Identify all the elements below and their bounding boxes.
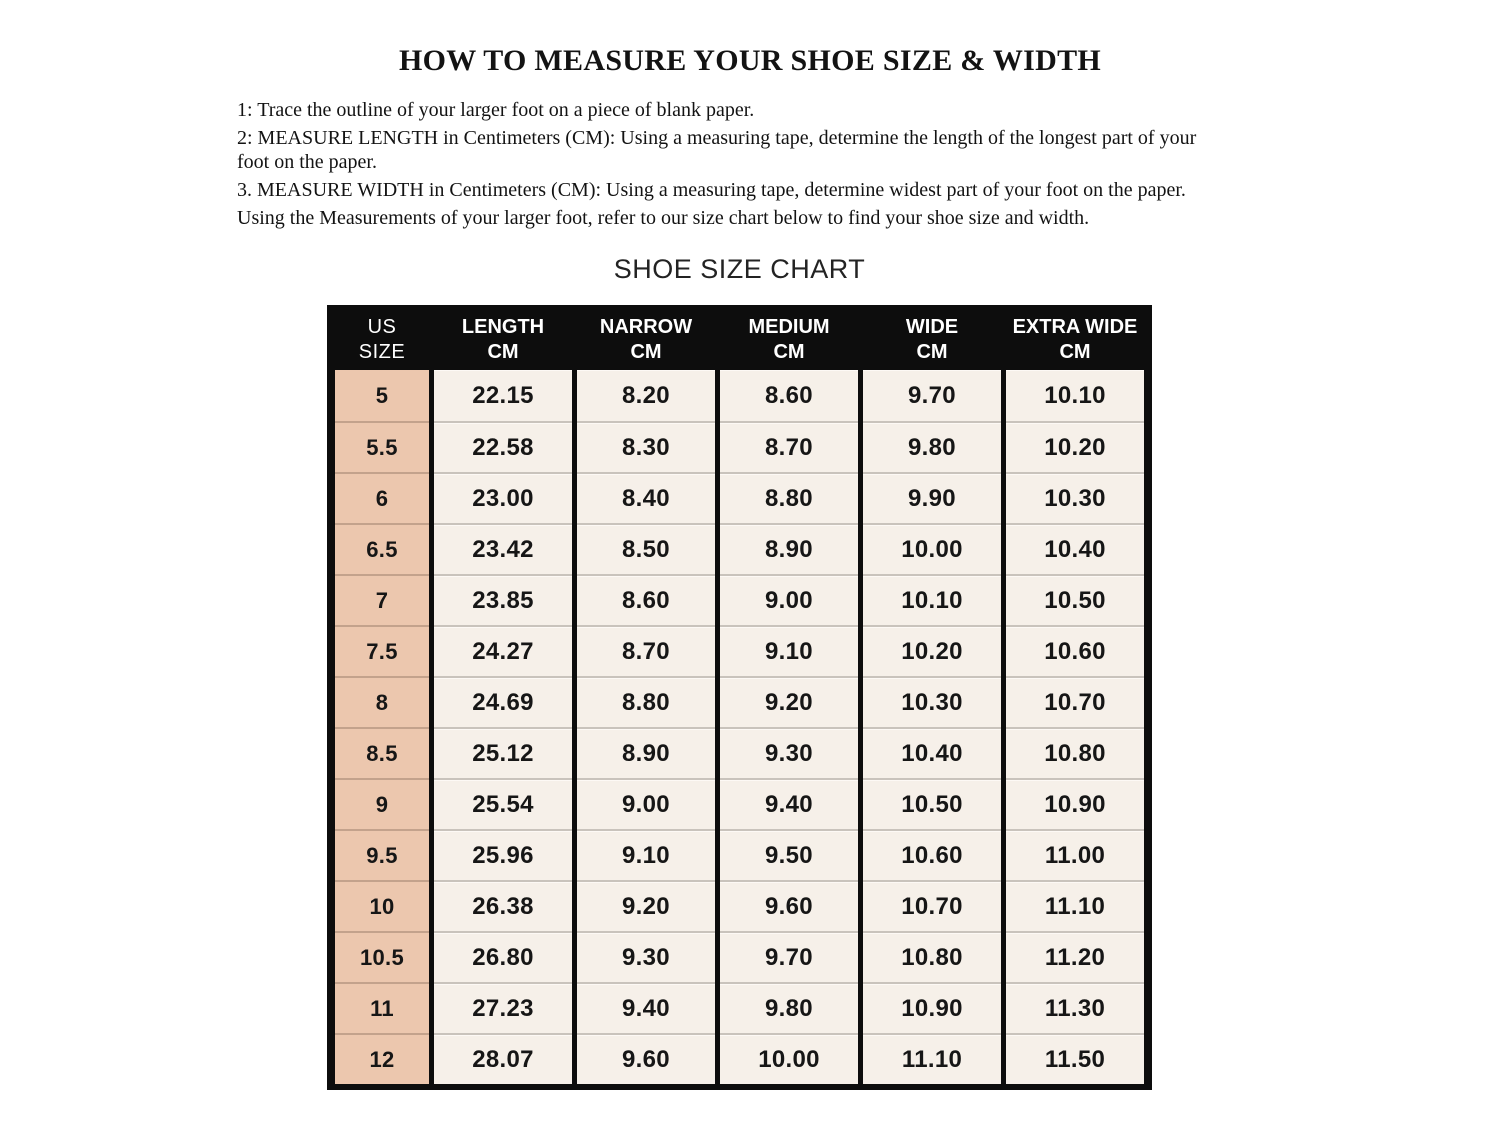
length_cm-cell: 23.00 [434,472,572,523]
size-row [335,523,1144,574]
size-row [335,931,1144,982]
column-header-label: US [367,316,397,338]
extra_wide_cm-cell: 10.10 [1006,370,1144,421]
medium_cm-cell: 9.00 [720,574,858,625]
wide_cm-cell: 10.30 [863,676,1001,727]
extra_wide_cm-cell: 10.70 [1006,676,1144,727]
medium_cm-cell: 8.90 [720,523,858,574]
wide_cm-cell: 10.10 [863,574,1001,625]
narrow_cm-cell: 8.70 [577,625,715,676]
narrow_cm-cell: 8.50 [577,523,715,574]
column-header-unit: CM [916,341,948,363]
extra_wide_cm-cell: 11.00 [1006,829,1144,880]
size-row [335,625,1144,676]
wide_cm-cell: 10.50 [863,778,1001,829]
us_size-cell: 9.5 [335,829,429,880]
wide_cm-cell: 9.70 [863,370,1001,421]
column-header-unit: SIZE [358,341,406,363]
extra_wide_cm-cell: 11.10 [1006,880,1144,931]
us_size-cell: 6.5 [335,523,429,574]
length_cm-cell: 23.85 [434,574,572,625]
header-row [335,308,1144,370]
us_size-cell: 12 [335,1033,429,1084]
column-header-length_cm [434,308,572,370]
us_size-cell: 5 [335,370,429,421]
column-header-narrow_cm [577,308,715,370]
page-title: HOW TO MEASURE YOUR SHOE SIZE & WIDTH [398,44,1102,77]
size-row [335,676,1144,727]
extra_wide_cm-cell: 10.60 [1006,625,1144,676]
size-row [335,574,1144,625]
narrow_cm-cell: 9.10 [577,829,715,880]
wide_cm-cell: 10.20 [863,625,1001,676]
narrow_cm-cell: 9.00 [577,778,715,829]
column-header-unit: CM [773,341,805,363]
us_size-cell: 8 [335,676,429,727]
medium_cm-cell: 9.60 [720,880,858,931]
size-row [335,727,1144,778]
column-header-medium_cm [720,308,858,370]
length_cm-cell: 26.80 [434,931,572,982]
wide_cm-cell: 9.80 [863,421,1001,472]
extra_wide_cm-cell: 10.50 [1006,574,1144,625]
chart-heading: SHOE SIZE CHART [613,254,866,284]
size-row [335,778,1144,829]
instruction-step-2: 2: MEASURE LENGTH in Centimeters (CM): Using a measuring tape, determine the length of the longest part of your foot on the paper. [237,127,1197,173]
column-header-label: MEDIUM [748,316,830,338]
column-header-unit: CM [487,341,519,363]
size-row [335,880,1144,931]
narrow_cm-cell: 8.20 [577,370,715,421]
column-header-wide_cm [863,308,1001,370]
length_cm-cell: 25.96 [434,829,572,880]
wide_cm-cell: 10.60 [863,829,1001,880]
medium_cm-cell: 8.60 [720,370,858,421]
us_size-cell: 10.5 [335,931,429,982]
medium_cm-cell: 9.50 [720,829,858,880]
narrow_cm-cell: 9.30 [577,931,715,982]
instruction-step-1: 1: Trace the outline of your larger foot on a piece of blank paper. [237,99,755,121]
medium_cm-cell: 9.20 [720,676,858,727]
column-header-us_size [335,308,429,370]
narrow_cm-cell: 8.80 [577,676,715,727]
size-row [335,370,1144,421]
length_cm-cell: 25.12 [434,727,572,778]
wide_cm-cell: 11.10 [863,1033,1001,1084]
medium_cm-cell: 8.80 [720,472,858,523]
extra_wide_cm-cell: 10.80 [1006,727,1144,778]
wide_cm-cell: 10.90 [863,982,1001,1033]
us_size-cell: 7.5 [335,625,429,676]
length_cm-cell: 25.54 [434,778,572,829]
narrow_cm-cell: 9.60 [577,1033,715,1084]
us_size-cell: 5.5 [335,421,429,472]
us_size-cell: 9 [335,778,429,829]
column-header-label: LENGTH [461,316,545,338]
size-row [335,1033,1144,1084]
length_cm-cell: 23.42 [434,523,572,574]
us_size-cell: 6 [335,472,429,523]
extra_wide_cm-cell: 10.40 [1006,523,1144,574]
length_cm-cell: 22.15 [434,370,572,421]
medium_cm-cell: 9.80 [720,982,858,1033]
medium_cm-cell: 9.70 [720,931,858,982]
wide_cm-cell: 10.80 [863,931,1001,982]
us_size-cell: 7 [335,574,429,625]
column-header-unit: CM [630,341,662,363]
length_cm-cell: 28.07 [434,1033,572,1084]
length_cm-cell: 24.69 [434,676,572,727]
extra_wide_cm-cell: 11.30 [1006,982,1144,1033]
table-header [335,308,1144,370]
medium_cm-cell: 8.70 [720,421,858,472]
length_cm-cell: 22.58 [434,421,572,472]
narrow_cm-cell: 9.20 [577,880,715,931]
narrow_cm-cell: 8.30 [577,421,715,472]
extra_wide_cm-cell: 10.90 [1006,778,1144,829]
wide_cm-cell: 10.70 [863,880,1001,931]
wide_cm-cell: 9.90 [863,472,1001,523]
us_size-cell: 11 [335,982,429,1033]
length_cm-cell: 27.23 [434,982,572,1033]
extra_wide_cm-cell: 10.30 [1006,472,1144,523]
column-header-label: NARROW [599,316,693,338]
size-row [335,829,1144,880]
size-table-body [335,370,1144,1084]
us_size-cell: 10 [335,880,429,931]
size-row [335,421,1144,472]
column-header-label: WIDE [905,316,959,338]
length_cm-cell: 26.38 [434,880,572,931]
extra_wide_cm-cell: 11.50 [1006,1033,1144,1084]
length_cm-cell: 24.27 [434,625,572,676]
shoe-size-table [327,305,1152,1090]
narrow_cm-cell: 8.60 [577,574,715,625]
instruction-note: Using the Measurements of your larger foot, refer to our size chart below to find your shoe size and width. [237,207,1090,229]
wide_cm-cell: 10.40 [863,727,1001,778]
us_size-cell: 8.5 [335,727,429,778]
medium_cm-cell: 9.10 [720,625,858,676]
size-row [335,472,1144,523]
narrow_cm-cell: 8.90 [577,727,715,778]
size-chart-section [327,254,1152,1090]
medium_cm-cell: 10.00 [720,1033,858,1084]
wide_cm-cell: 10.00 [863,523,1001,574]
instructions [237,98,1222,230]
narrow_cm-cell: 9.40 [577,982,715,1033]
medium_cm-cell: 9.40 [720,778,858,829]
extra_wide_cm-cell: 11.20 [1006,931,1144,982]
column-header-label: EXTRA WIDE [1012,316,1138,338]
column-header-extra_wide_cm [1006,308,1144,370]
size-row [335,982,1144,1033]
column-header-unit: CM [1059,341,1091,363]
instruction-step-3: 3. MEASURE WIDTH in Centimeters (CM): Using a measuring tape, determine widest part of your foot on the paper. [237,179,1186,201]
extra_wide_cm-cell: 10.20 [1006,421,1144,472]
narrow_cm-cell: 8.40 [577,472,715,523]
medium_cm-cell: 9.30 [720,727,858,778]
